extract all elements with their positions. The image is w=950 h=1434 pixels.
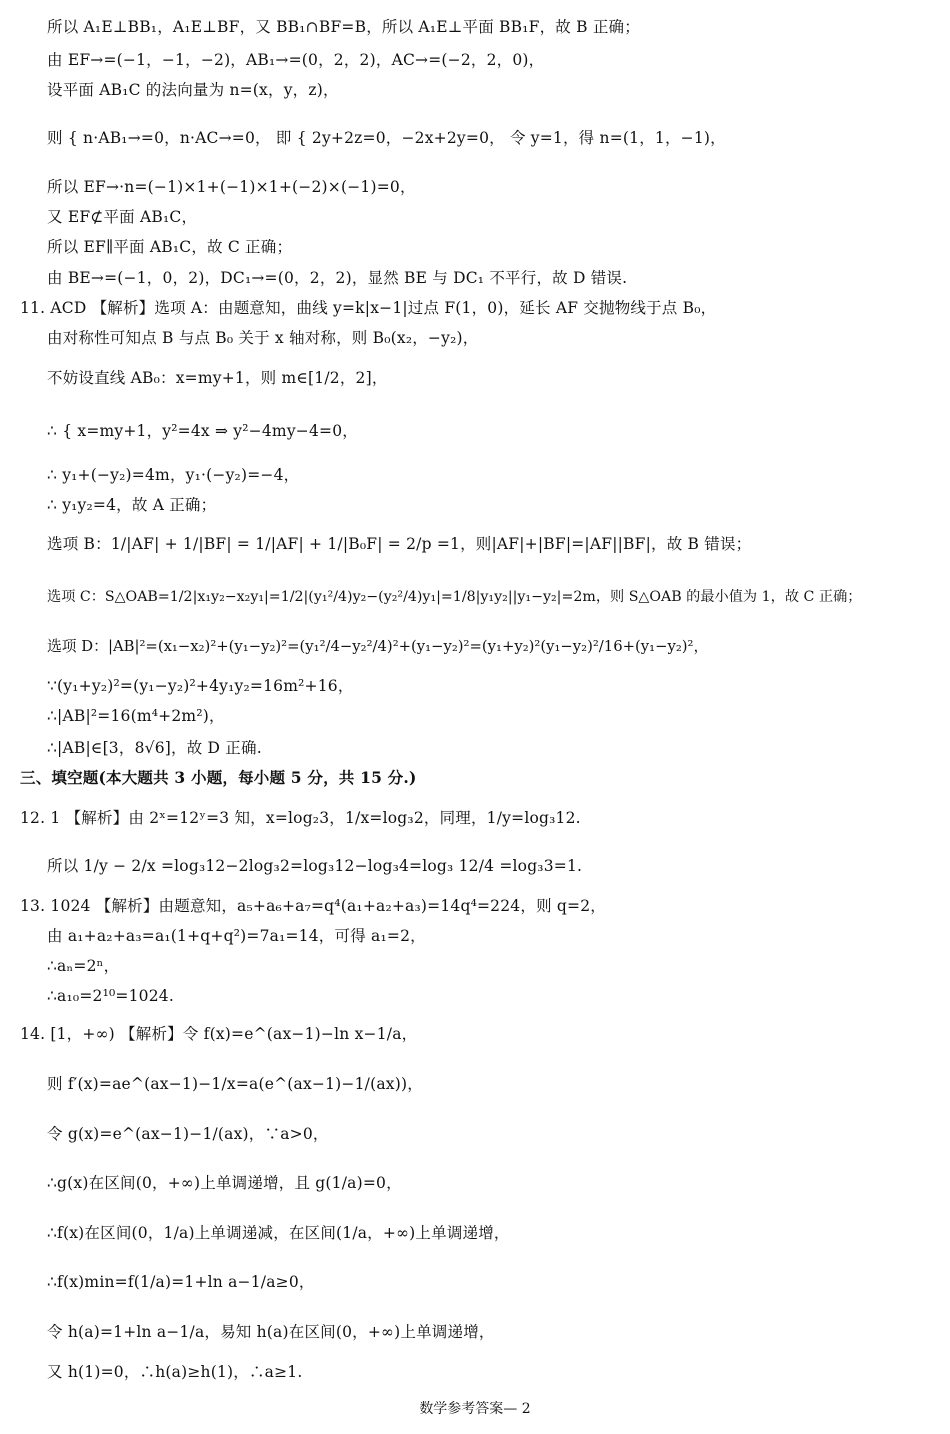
text-line: 由 EF→=(−1，−1，−2)，AB₁→=(0，2，2)，AC→=(−2，2，0)， [47, 51, 545, 69]
text-line: 由对称性可知点 B 与点 B₀ 关于 x 轴对称，则 B₀(x₂，−y₂)， [47, 329, 479, 347]
text-line: ∴f(x)在区间(0，1/a)上单调递减，在区间(1/a，+∞)上单调递增， [47, 1224, 510, 1242]
question-13-answer: 13. 1024 【解析】由题意知，a₅+a₆+a₇=q⁴(a₁+a₂+a₃)=14q⁴=224，则 q=2， [20, 897, 606, 915]
page-footer: 数学参考答案— 2 [419, 1401, 531, 1417]
text-line: ∵(y₁+y₂)²=(y₁−y₂)²+4y₁y₂=16m²+16， [47, 677, 354, 695]
text-line: 又 h(1)=0，∴h(a)≥h(1)，∴a≥1. [47, 1363, 303, 1381]
question-14-answer: 14. [1，+∞) 【解析】令 f(x)=e^(ax−1)−ln x−1/a， [20, 1025, 418, 1043]
text-line: ∴|AB|²=16(m⁴+2m²)， [47, 707, 225, 725]
text-line: 选项 C：S△OAB=1/2|x₁y₂−x₂y₁|=1/2|(y₁²/4)y₂−(y₂²/4)y₁|=1/8|y₁y₂||y₁−y₂|=2m，则 S△OAB 的最小值为 1，故 C 正确； [47, 589, 862, 605]
text-line: 令 g(x)=e^(ax−1)−1/(ax)，∵a>0， [47, 1125, 329, 1143]
text-line: ∴ { x=my+1，y²=4x ⇒ y²−4my−4=0， [47, 422, 358, 440]
text-line: 所以 EF→·n=(−1)×1+(−1)×1+(−2)×(−1)=0， [47, 178, 416, 196]
text-line: ∴|AB|∈[3，8√6]，故 D 正确. [47, 739, 262, 757]
text-line: 所以 A₁E⊥BB₁，A₁E⊥BF，又 BB₁∩BF=B，所以 A₁E⊥平面 BB₁F，故 B 正确； [47, 18, 640, 36]
text-line: 不妨设直线 AB₀：x=my+1，则 m∈[1/2，2]， [47, 369, 388, 387]
text-line: ∴a₁₀=2¹⁰=1024. [47, 987, 174, 1005]
question-12-answer: 12. 1 【解析】由 2ˣ=12ʸ=3 知，x=log₂3，1/x=log₃2，同理，1/y=log₃12. [20, 809, 581, 827]
text-line: ∴ y₁y₂=4，故 A 正确； [47, 496, 217, 514]
text-line: 所以 EF∥平面 AB₁C，故 C 正确； [47, 238, 293, 256]
text-line: 选项 B：1/|AF| + 1/|BF| = 1/|AF| + 1/|B₀F| = 2/p =1，则|AF|+|BF|=|AF||BF|，故 B 错误； [47, 535, 752, 553]
text-line: ∴ y₁+(−y₂)=4m，y₁·(−y₂)=−4， [47, 466, 300, 484]
text-line: 令 h(a)=1+ln a−1/a，易知 h(a)在区间(0，+∞)上单调递增， [47, 1323, 495, 1341]
text-line: 选项 D：|AB|²=(x₁−x₂)²+(y₁−y₂)²=(y₁²/4−y₂²/4)²+(y₁−y₂)²=(y₁+y₂)²(y₁−y₂)²/16+(y₁−y₂)²， [47, 638, 709, 655]
text-line: ∴f(x)min=f(1/a)=1+ln a−1/a≥0， [47, 1273, 315, 1291]
text-line: 设平面 AB₁C 的法向量为 n=(x，y，z)， [47, 81, 339, 99]
text-line: ∴aₙ=2ⁿ， [47, 957, 120, 975]
text-line: 所以 1/y − 2/x =log₃12−2log₃2=log₃12−log₃4=log₃ 12/4 =log₃3=1. [47, 857, 583, 875]
section-heading: 三、填空题(本大题共 3 小题，每小题 5 分，共 15 分.) [20, 768, 417, 787]
text-line: 又 EF⊄平面 AB₁C， [47, 208, 198, 226]
text-line: 则 { n·AB₁→=0，n·AC→=0， 即 { 2y+2z=0，−2x+2y=0， 令 y=1，得 n=(1，1，−1)， [47, 129, 726, 147]
text-line: 由 BE→=(−1，0，2)，DC₁→=(0，2，2)，显然 BE 与 DC₁ 不平行，故 D 错误. [47, 269, 628, 287]
question-11-answer: 11. ACD 【解析】选项 A：由题意知，曲线 y=k|x−1|过点 F(1，0)，延长 AF 交抛物线于点 B₀， [20, 299, 717, 317]
text-line: 由 a₁+a₂+a₃=a₁(1+q+q²)=7a₁=14，可得 a₁=2， [47, 927, 426, 945]
text-line: ∴g(x)在区间(0，+∞)上单调递增，且 g(1/a)=0， [47, 1174, 402, 1192]
text-line: 则 f′(x)=ae^(ax−1)−1/x=a(e^(ax−1)−1/(ax))， [47, 1075, 423, 1093]
